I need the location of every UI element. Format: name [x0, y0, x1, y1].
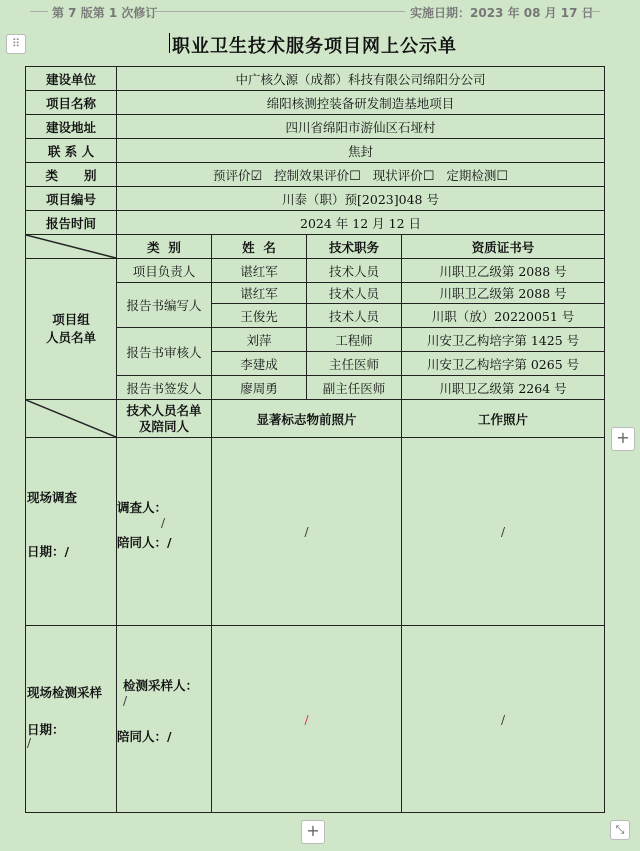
photo-header-staff [117, 400, 212, 438]
sampling-sampler-label: 检测采样人： [123, 678, 199, 693]
staff-title[interactable]: 技术人员 [307, 304, 402, 328]
staff-title[interactable]: 副主任医师 [307, 376, 402, 400]
survey-landmark-photo[interactable] [212, 438, 402, 626]
survey-companion[interactable]: 陪同人：/ [117, 535, 172, 550]
role-signer: 报告书签发人 [117, 376, 212, 400]
staff-name[interactable]: 谌红军 [212, 259, 307, 283]
number-value[interactable]: 川泰（职）预[2023]048 号 [117, 187, 605, 211]
sampling-work-photo[interactable] [402, 626, 605, 813]
category-pre-evaluation[interactable]: 预评价☑ [212, 167, 263, 184]
staff-title[interactable]: 工程师 [307, 328, 402, 352]
staff-name[interactable]: 廖周勇 [212, 376, 307, 400]
address-value[interactable]: 四川省绵阳市游仙区石垭村 [117, 115, 605, 139]
diagonal-header-cell [26, 400, 117, 438]
staff-header-title: 技术职务 [307, 235, 402, 259]
sampling-date-value[interactable]: / [27, 736, 32, 750]
add-column-button[interactable]: + [611, 427, 635, 451]
unit-label: 建设单位 [26, 67, 117, 91]
contact-value[interactable]: 焦封 [117, 139, 605, 163]
survey-investigator-value[interactable]: / [161, 516, 166, 530]
sampling-work-value: / [500, 712, 506, 727]
category-options [117, 163, 605, 187]
checkbox-checked-icon[interactable]: ☑ [250, 168, 263, 184]
survey-work-photo[interactable] [402, 438, 605, 626]
checkbox-icon[interactable]: ☐ [422, 168, 435, 184]
document-title[interactable]: 职业卫生技术服务项目网上公示单 [172, 36, 457, 57]
sampling-landmark-value: / [304, 712, 309, 727]
staff-name[interactable]: 王俊先 [212, 304, 307, 328]
staff-cert[interactable]: 川职卫乙级第 2088 号 [402, 259, 605, 283]
staff-group-label-line1: 项目组 [52, 312, 90, 327]
sampling-landmark-photo[interactable] [212, 626, 402, 813]
survey-title: 现场调查 [27, 490, 78, 505]
header-line-right [582, 11, 600, 12]
role-writer: 报告书编写人 [117, 283, 212, 328]
staff-cert[interactable]: 川职（放）20220051 号 [402, 304, 605, 328]
header-version: 第 7 版第 1 次修订 [52, 6, 158, 20]
photo-header-staff-line2: 及陪同人 [138, 418, 189, 434]
header-effective-date: 实施日期：2023 年 08 月 17 日 [410, 6, 594, 20]
staff-cert[interactable]: 川职卫乙级第 2088 号 [402, 283, 605, 304]
drag-handle-icon[interactable]: ⠿ [6, 34, 26, 54]
category-label: 类 别 [26, 163, 117, 187]
checkbox-icon[interactable]: ☐ [349, 168, 361, 184]
sampling-companion[interactable]: 陪同人：/ [117, 729, 172, 744]
sampling-sampler-value[interactable]: / [123, 694, 128, 708]
staff-title[interactable]: 技术人员 [307, 283, 402, 304]
staff-group-label [26, 259, 117, 400]
staff-header-name: 姓 名 [212, 235, 307, 259]
checkbox-icon[interactable]: ☐ [496, 168, 509, 184]
staff-header-cert: 资质证书号 [402, 235, 605, 259]
sampling-staff-cell [117, 626, 212, 813]
category-control-effect[interactable]: 控制效果评价☐ [274, 167, 361, 184]
survey-staff-cell [117, 438, 212, 626]
notice-table [25, 66, 605, 813]
staff-cert[interactable]: 川职卫乙级第 2264 号 [402, 376, 605, 400]
header-line-mid [155, 11, 405, 12]
project-label: 项目名称 [26, 91, 117, 115]
staff-name[interactable]: 刘萍 [212, 328, 307, 352]
category-status-evaluation[interactable]: 现状评价☐ [372, 167, 435, 184]
role-reviewer: 报告书审核人 [117, 328, 212, 376]
diagonal-line [26, 235, 116, 258]
unit-value[interactable]: 中广核久源（成都）科技有限公司绵阳分公司 [117, 67, 605, 91]
add-row-button[interactable]: + [301, 820, 325, 844]
staff-title[interactable]: 技术人员 [307, 259, 402, 283]
photo-header-work: 工作照片 [402, 400, 605, 438]
staff-group-label-line2: 人员名单 [45, 330, 96, 345]
sampling-title: 现场检测采样 [27, 685, 103, 700]
project-value[interactable]: 绵阳核测控装备研发制造基地项目 [117, 91, 605, 115]
resize-table-icon[interactable]: ⤡ [610, 820, 630, 840]
staff-name[interactable]: 谌红军 [212, 283, 307, 304]
staff-header-category: 类 别 [117, 235, 212, 259]
staff-cert[interactable]: 川安卫乙构培字第 0265 号 [402, 352, 605, 376]
staff-name[interactable]: 李建成 [212, 352, 307, 376]
survey-work-value: / [500, 525, 506, 539]
address-label: 建设地址 [26, 115, 117, 139]
survey-investigator-label: 调查人： [117, 500, 168, 515]
staff-cert[interactable]: 川安卫乙构培字第 1425 号 [402, 328, 605, 352]
report-time-label: 报告时间 [26, 211, 117, 235]
report-time-value[interactable]: 2024 年 12 月 12 日 [117, 211, 605, 235]
role-leader: 项目负责人 [117, 259, 212, 283]
category-periodic-test[interactable]: 定期检测☐ [446, 167, 509, 184]
text-cursor [169, 33, 170, 53]
survey-date[interactable]: 日期：/ [27, 544, 70, 559]
diagonal-header-cell [26, 235, 117, 259]
survey-landmark-value: / [304, 525, 309, 539]
sampling-date-label: 日期： [27, 722, 65, 737]
diagonal-line [26, 400, 116, 437]
header-line-left [30, 11, 48, 12]
staff-title[interactable]: 主任医师 [307, 352, 402, 376]
photo-header-staff-line1: 技术人员名单 [126, 402, 202, 418]
number-label: 项目编号 [26, 187, 117, 211]
sampling-title-cell [26, 626, 117, 813]
survey-title-cell [26, 438, 117, 626]
contact-label: 联 系 人 [26, 139, 117, 163]
photo-header-landmark: 显著标志物前照片 [212, 400, 402, 438]
